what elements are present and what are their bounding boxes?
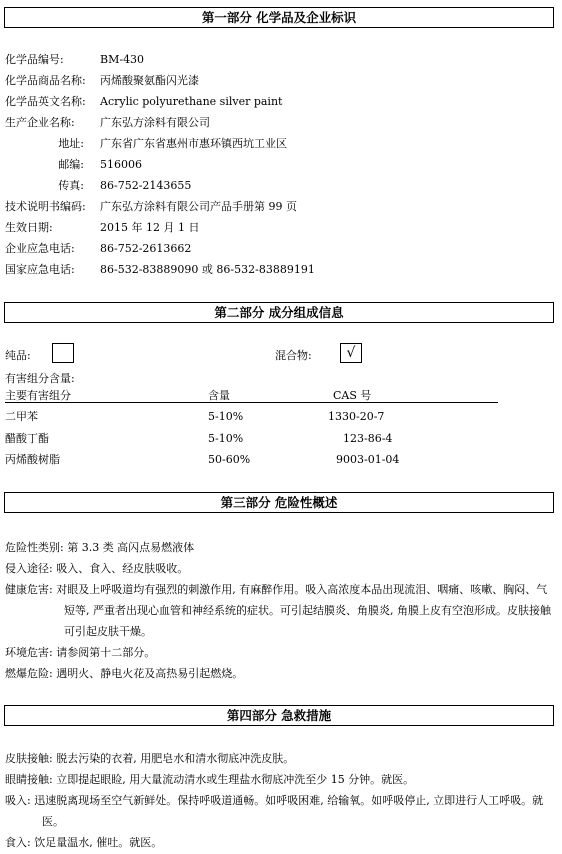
skin-contact: 皮肤接触: 脱去污染的衣着, 用肥皂水和清水彻底冲洗皮肤。 <box>5 752 295 765</box>
inhalation: 吸入: 迅速脱离现场至空气新鲜处。保持呼吸道通畅。如呼吸困难, 给输氧。如呼吸停止, 立即进行人工呼吸。就医。 <box>5 794 544 828</box>
col-header-cas: CAS 号 <box>333 389 372 402</box>
field-label: 化学品英文名称: <box>5 95 86 108</box>
health-hazard: 健康危害: 对眼及上呼吸道均有强烈的刺激作用, 有麻醉作用。吸入高浓度本品出现流泪、咽痛、咳嗽、胸闷、气短等, 严重者出现心血管和神经系统的症状。可引起结膜炎、角膜炎, 角膜上皮有空泡形成。皮肤接触可引起皮肤干燥。 <box>5 583 551 638</box>
field-chem-id <box>5 53 144 67</box>
field-label: 化学品编号: <box>5 53 64 66</box>
field-postcode <box>5 158 142 172</box>
table-cell: 50-60% <box>208 453 251 466</box>
field-trade-name <box>5 74 199 88</box>
field-value: 广东弘方涂料有限公司产品手册第 99 页 <box>100 200 297 213</box>
section-2-title: 第二部分 成分组成信息 <box>4 302 554 323</box>
field-value: 516006 <box>100 158 142 171</box>
field-value: Acrylic polyurethane silver paint <box>100 95 283 108</box>
pure-label: 纯品: <box>5 349 31 362</box>
field-label: 国家应急电话: <box>5 263 75 276</box>
field-company <box>5 116 210 130</box>
table-cell: 丙烯酸树脂 <box>5 453 60 466</box>
field-value: BM-430 <box>100 53 145 66</box>
section-3-title: 第三部分 危险性概述 <box>4 492 554 513</box>
table-cell: 9003-01-04 <box>336 453 400 466</box>
field-value: 广东弘方涂料有限公司 <box>100 116 210 129</box>
field-label: 生产企业名称: <box>5 116 75 129</box>
harmful-label: 有害组分含量: <box>5 372 75 385</box>
table-cell: 123-86-4 <box>343 432 393 445</box>
field-value: 丙烯酸聚氨酯闪光漆 <box>100 74 199 87</box>
mixture-label: 混合物: <box>275 349 312 362</box>
field-fax <box>5 179 191 193</box>
field-label: 企业应急电话: <box>5 242 75 255</box>
environment-hazard: 环境危害: 请参阅第十二部分。 <box>5 646 156 659</box>
field-national-phone <box>5 263 315 277</box>
field-value: 86-752-2613662 <box>100 242 192 255</box>
table-cell: 醋酸丁酯 <box>5 432 49 445</box>
field-tech-code <box>5 200 297 214</box>
field-effective-date <box>5 221 199 235</box>
col-header-component: 主要有害组分 <box>5 389 71 402</box>
field-value: 86-752-2143655 <box>100 179 192 192</box>
field-value: 2015 年 12 月 1 日 <box>100 221 200 234</box>
table-cell: 1330-20-7 <box>328 410 385 423</box>
field-label: 生效日期: <box>5 221 53 234</box>
mixture-checkbox[interactable]: √ <box>340 343 362 363</box>
eye-contact: 眼睛接触: 立即提起眼睑, 用大量流动清水或生理盐水彻底冲洗至少 15 分钟。就医。 <box>5 773 415 786</box>
field-label: 技术说明书编码: <box>5 200 86 213</box>
field-value: 86-532-83889090 或 86-532-83889191 <box>100 263 315 276</box>
field-english-name <box>5 95 282 109</box>
field-label: 地址: <box>58 137 84 150</box>
table-cell: 5-10% <box>208 410 244 423</box>
section-4-title: 第四部分 急救措施 <box>4 705 554 726</box>
table-cell: 二甲苯 <box>5 410 38 423</box>
exposure-routes: 侵入途径: 吸入、食入、经皮肤吸收。 <box>5 562 189 575</box>
first-aid-text <box>5 748 557 853</box>
field-label: 邮编: <box>58 158 84 171</box>
ingestion: 食入: 饮足量温水, 催吐。就医。 <box>5 836 163 849</box>
hazard-text <box>5 537 557 684</box>
hazard-category: 危险性类别: 第 3.3 类 高闪点易燃液体 <box>5 541 195 554</box>
section-1-title: 第一部分 化学品及企业标识 <box>4 7 554 28</box>
fire-hazard: 燃爆危险: 遇明火、静电火花及高热易引起燃烧。 <box>5 667 244 680</box>
table-rule <box>5 402 498 403</box>
field-value: 广东省广东省惠州市惠环镇西坑工业区 <box>100 137 287 150</box>
col-header-content: 含量 <box>208 389 230 402</box>
field-label: 化学品商品名称: <box>5 74 86 87</box>
pure-checkbox[interactable] <box>52 343 74 363</box>
field-company-phone <box>5 242 191 256</box>
field-address <box>5 137 287 151</box>
field-label: 传真: <box>58 179 84 192</box>
table-cell: 5-10% <box>208 432 244 445</box>
